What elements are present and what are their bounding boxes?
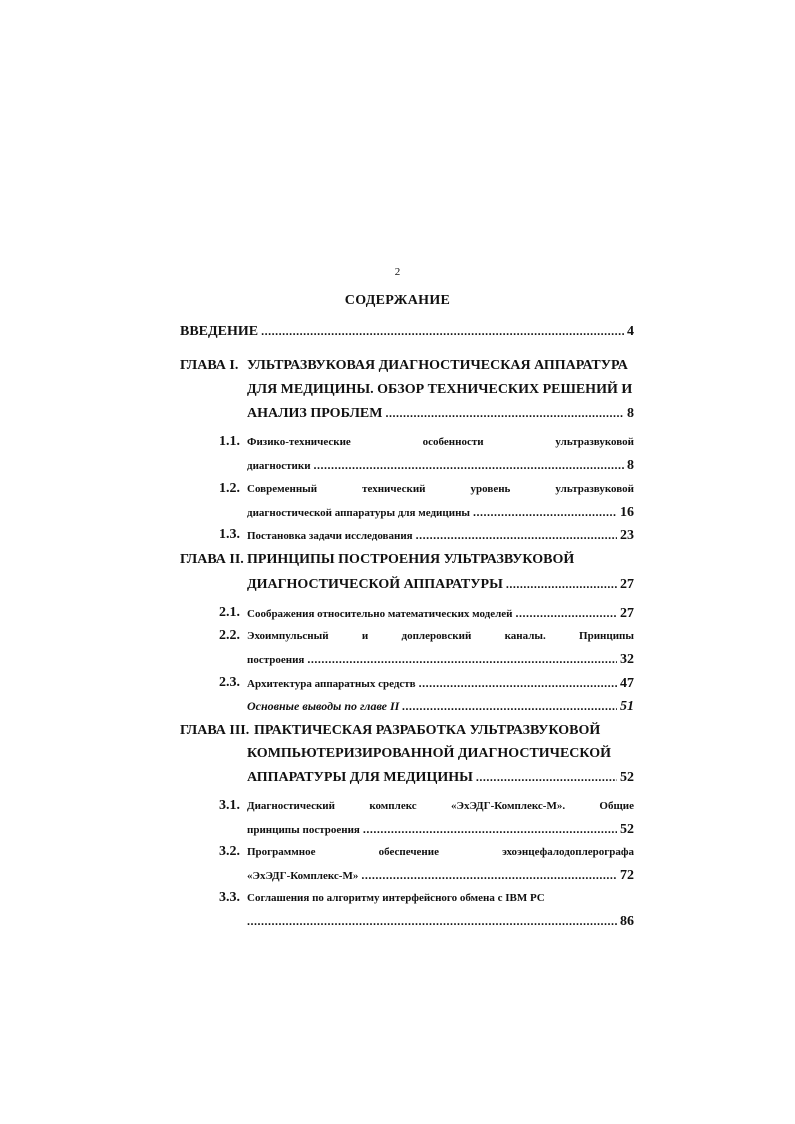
entry-label: Постановка задачи исследования	[247, 530, 413, 542]
page-number: 2	[394, 266, 401, 278]
leader-dots	[516, 604, 617, 622]
section-2-1-num: 2.1.	[219, 605, 240, 620]
toc-entry-intro	[180, 322, 634, 341]
word: особенности	[422, 436, 484, 448]
entry-label: Основные выводы по главе II	[247, 699, 400, 713]
word: уровень	[470, 483, 511, 495]
section-1-1-num: 1.1.	[219, 434, 240, 449]
word: каналы.	[504, 630, 546, 642]
section-1-1-line2	[247, 456, 634, 475]
chapter-2-label: ГЛАВА II.	[180, 552, 244, 567]
entry-page: 8	[627, 406, 634, 421]
leader-dots	[261, 322, 624, 340]
section-3-1-line2	[247, 820, 634, 839]
section-1-2-line2	[247, 503, 634, 522]
section-3-1-num: 3.1.	[219, 798, 240, 813]
chapter-1-label: ГЛАВА I.	[180, 358, 239, 373]
entry-label: принципы построения	[247, 824, 360, 836]
entry-page: 23	[620, 528, 634, 543]
entry-label: АНАЛИЗ ПРОБЛЕМ	[247, 406, 383, 421]
leader-dots	[419, 674, 617, 692]
chapter-1-title-line1: УЛЬТРАЗВУКОВАЯ ДИАГНОСТИЧЕСКАЯ АППАРАТУРА	[247, 358, 628, 373]
section-3-2-line2	[247, 866, 634, 885]
entry-page: 86	[620, 914, 634, 929]
toc-title: СОДЕРЖАНИЕ	[344, 293, 451, 308]
leader-dots	[506, 575, 617, 593]
entry-page: 27	[620, 577, 634, 592]
entry-page: 16	[620, 505, 634, 520]
section-3-3-num: 3.3.	[219, 890, 240, 905]
word: и	[361, 630, 369, 642]
section-1-1-line1	[247, 433, 634, 451]
section-3-2-line1	[247, 843, 634, 861]
word: Диагностический	[247, 800, 335, 812]
entry-label: АППАРАТУРЫ ДЛЯ МЕДИЦИНЫ	[247, 770, 473, 785]
entry-page: 32	[620, 652, 634, 667]
leader-dots	[385, 404, 624, 422]
section-2-2-num: 2.2.	[219, 628, 240, 643]
entry-label: ВВЕДЕНИЕ	[180, 324, 259, 339]
leader-dots	[314, 456, 624, 474]
chapter-3-title-line1: ПРАКТИЧЕСКАЯ РАЗРАБОТКА УЛЬТРАЗВУКОВОЙ	[254, 723, 601, 738]
leader-dots	[473, 503, 617, 521]
section-2-2-line1	[247, 627, 634, 645]
word: Программное	[247, 846, 316, 858]
chapter-2-title-line1: ПРИНЦИПЫ ПОСТРОЕНИЯ УЛЬТРАЗВУКОВОЙ	[247, 552, 575, 567]
entry-page: 72	[620, 868, 634, 883]
section-3-3-line1: Соглашения по алгоритму интерфейсного обмена с IBM PC	[247, 892, 545, 904]
word: Принципы	[579, 630, 634, 642]
word: Эхоимпульсный	[247, 630, 329, 642]
entry-label: Соображения относительно математических моделей	[247, 608, 513, 620]
entry-label: построения	[247, 654, 305, 666]
section-1-2-line1	[247, 480, 634, 498]
leader-dots	[416, 526, 617, 544]
entry-page: 52	[620, 770, 634, 785]
entry-label: диагностики	[247, 460, 311, 472]
word: ультразвуковой	[555, 436, 634, 448]
word: обеспечение	[378, 846, 439, 858]
section-1-2-num: 1.2.	[219, 481, 240, 496]
leader-dots	[307, 650, 617, 668]
word: Физико-технические	[247, 436, 351, 448]
chapter-1-title-line2: ДЛЯ МЕДИЦИНЫ. ОБЗОР ТЕХНИЧЕСКИХ РЕШЕНИЙ И	[247, 382, 633, 397]
word: комплекс	[369, 800, 417, 812]
chapter-2-conclusion	[247, 697, 634, 716]
word: эхоэнцефалодоплерографа	[502, 846, 634, 858]
entry-page: 51	[620, 699, 634, 714]
leader-dots	[361, 866, 617, 884]
section-3-1-line1	[247, 797, 634, 815]
leader-dots	[247, 912, 617, 930]
entry-page: 52	[620, 822, 634, 837]
section-2-1	[247, 604, 634, 623]
entry-label: Архитектура аппаратных средств	[247, 678, 416, 690]
entry-label: диагностической аппаратуры для медицины	[247, 507, 470, 519]
leader-dots	[402, 697, 617, 715]
leader-dots	[363, 820, 617, 838]
word: Общие	[599, 800, 634, 812]
entry-label: ДИАГНОСТИЧЕСКОЙ АППАРАТУРЫ	[247, 577, 503, 592]
chapter-3-title-line2: КОМПЬЮТЕРИЗИРОВАННОЙ ДИАГНОСТИЧЕСКОЙ	[247, 746, 611, 761]
word: «ЭхЭДГ-Комплекс-М».	[451, 800, 566, 812]
section-1-3-num: 1.3.	[219, 527, 240, 542]
word: Современный	[247, 483, 318, 495]
word: технический	[362, 483, 426, 495]
section-3-2-num: 3.2.	[219, 844, 240, 859]
section-2-3	[247, 674, 634, 693]
entry-page: 47	[620, 676, 634, 691]
entry-label: «ЭхЭДГ-Комплекс-М»	[247, 870, 359, 882]
chapter-3-label: ГЛАВА III.	[180, 723, 250, 738]
section-2-2-line2	[247, 650, 634, 669]
word: доплеровский	[401, 630, 472, 642]
entry-page: 8	[627, 458, 634, 473]
word: ультразвуковой	[555, 483, 634, 495]
chapter-2-title-line2	[247, 575, 634, 594]
section-3-3-line2	[247, 912, 634, 931]
chapter-1-title-line3	[247, 404, 634, 423]
leader-dots	[476, 768, 617, 786]
section-2-3-num: 2.3.	[219, 675, 240, 690]
entry-page: 4	[627, 324, 634, 339]
section-1-3	[247, 526, 634, 545]
chapter-3-title-line3	[247, 768, 634, 787]
entry-page: 27	[620, 606, 634, 621]
